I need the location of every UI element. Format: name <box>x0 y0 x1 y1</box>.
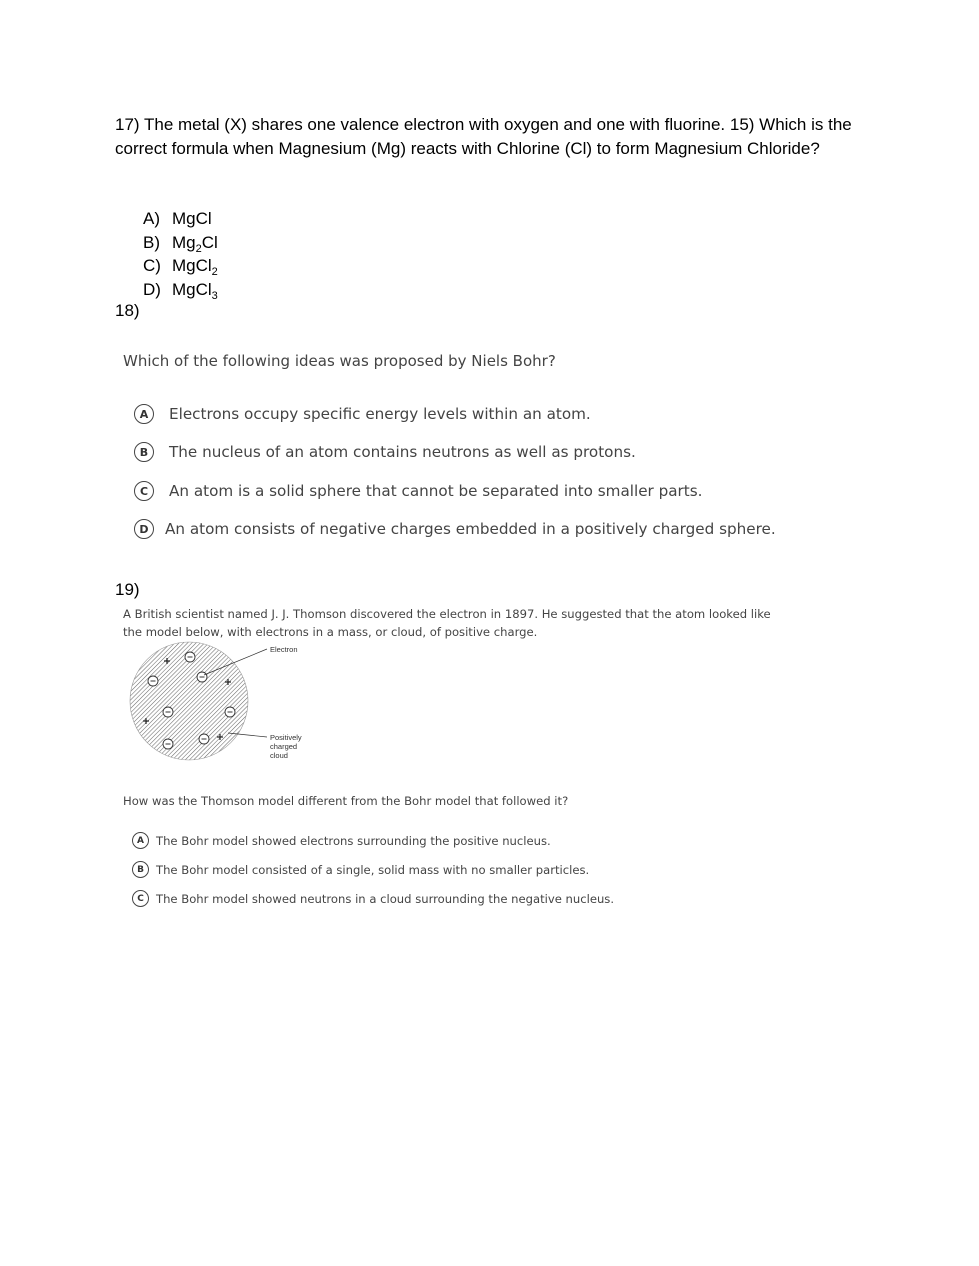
option-d <box>143 278 218 302</box>
choice-text: An atom is a solid sphere that cannot be separated into smaller parts. <box>169 482 703 500</box>
choice-letter-circle: B <box>134 442 154 462</box>
electron-label: Electron <box>270 645 298 654</box>
choice-text: An atom consists of negative charges embedded in a positively charged sphere. <box>165 520 776 538</box>
choice-letter-circle: D <box>134 519 154 539</box>
question-18-choice-a <box>134 404 591 424</box>
question-17-options <box>143 207 218 301</box>
thomson-model-diagram <box>120 638 320 768</box>
question-19-choice-c <box>132 890 614 907</box>
electron-icon <box>163 707 173 717</box>
option-formula: $Mg_2Cl$ <box>172 232 218 255</box>
question-19-number: 19) <box>115 580 140 599</box>
question-18-choice-b <box>134 442 636 462</box>
electron-icon <box>225 707 235 717</box>
option-formula: MgCl$_2$ <box>172 256 218 278</box>
question-18-choice-c <box>134 481 703 501</box>
choice-letter-circle: C <box>132 890 149 907</box>
choice-letter-circle: A <box>134 404 154 424</box>
question-19-intro: A British scientist named J. J. Thomson discovered the electron in 1897. He suggested that the atom looked like the model below, with electrons in a mass, or cloud, of positive charge. <box>123 607 771 639</box>
choice-text: The nucleus of an atom contains neutrons as well as protons. <box>169 443 636 461</box>
electron-icon <box>199 734 209 744</box>
option-letter: B) <box>143 232 160 252</box>
choice-letter-circle: A <box>132 832 149 849</box>
electron-icon <box>185 652 195 662</box>
question-17-text: 17) The metal (X) shares one valence electron with oxygen and one with fluorine. 15) Which is the correct formula when Magnesium (Mg) reacts with Chlorine (Cl) to form Magnesium Chloride? <box>115 115 852 158</box>
question-18-number: 18) <box>115 301 140 320</box>
question-19-stem: How was the Thomson model different from the Bohr model that followed it? <box>123 794 569 808</box>
option-letter: C) <box>143 256 161 275</box>
option-formula: MgCl$_3$ <box>172 279 218 302</box>
choice-text: The Bohr model showed electrons surrounding the positive nucleus. <box>156 833 551 848</box>
electron-icon <box>163 739 173 749</box>
option-letter: D) <box>143 279 161 299</box>
question-19-choice-b <box>132 861 589 878</box>
choice-letter-circle: B <box>132 861 149 878</box>
option-letter: A) <box>143 209 160 228</box>
option-formula: MgCl <box>172 209 212 228</box>
choice-text: The Bohr model consisted of a single, solid mass with no smaller particles. <box>156 862 590 877</box>
choice-text: Electrons occupy specific energy levels within an atom. <box>169 405 591 423</box>
cloud-label: Positively charged cloud <box>270 733 302 760</box>
choice-letter-circle: C <box>134 481 154 501</box>
option-b <box>143 231 218 255</box>
electron-icon <box>197 672 207 682</box>
option-a <box>143 207 218 231</box>
question-19-choice-a <box>132 832 551 849</box>
option-c <box>143 254 218 278</box>
choice-text: The Bohr model showed neutrons in a cloud surrounding the negative nucleus. <box>156 891 615 906</box>
question-18-stem: Which of the following ideas was proposed by Niels Bohr? <box>123 352 556 370</box>
electron-icon <box>148 676 158 686</box>
question-18-choice-d <box>134 519 776 539</box>
